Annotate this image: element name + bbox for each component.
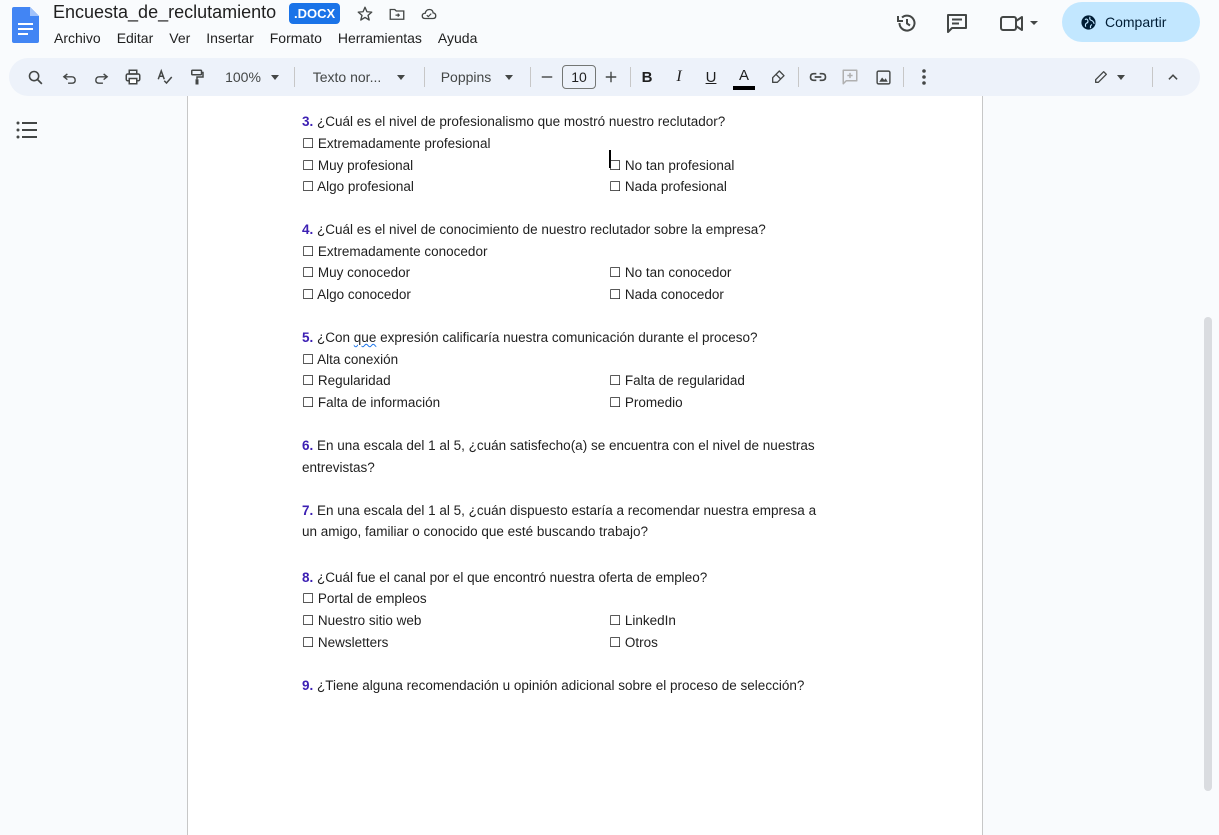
option-item[interactable]: ☐ Newsletters bbox=[302, 635, 389, 650]
menu-bar bbox=[46, 29, 485, 47]
highlight-color-icon[interactable] bbox=[766, 58, 790, 96]
formatting-toolbar bbox=[9, 58, 1200, 96]
font-select[interactable] bbox=[435, 58, 519, 96]
share-label: Compartir bbox=[1105, 14, 1167, 30]
option-item[interactable]: ☐ Nada profesional bbox=[609, 179, 727, 194]
docx-badge: .DOCX bbox=[289, 3, 340, 24]
more-options-icon[interactable] bbox=[912, 58, 936, 96]
question-text: En una escala del 1 al 5, ¿cuán satisfecho(a) se encuentra con el nivel de nuestras bbox=[317, 438, 815, 453]
comments-icon[interactable] bbox=[944, 10, 970, 36]
share-button[interactable] bbox=[1062, 2, 1200, 42]
menu-insertar[interactable]: Insertar bbox=[206, 30, 254, 46]
document-page[interactable] bbox=[187, 96, 983, 835]
toolbar-divider bbox=[798, 67, 799, 87]
chevron-down-icon bbox=[271, 75, 279, 80]
spelling-suggestion[interactable]: que bbox=[353, 330, 377, 345]
insert-image-icon[interactable] bbox=[871, 58, 895, 96]
question-number: 3. bbox=[302, 114, 314, 129]
version-history-icon[interactable] bbox=[894, 10, 920, 36]
option-item[interactable]: ☐ Falta de regularidad bbox=[609, 373, 745, 388]
menu-archivo[interactable]: Archivo bbox=[54, 30, 101, 46]
paragraph-style-select[interactable] bbox=[305, 58, 413, 96]
menu-herramientas[interactable]: Herramientas bbox=[337, 30, 422, 46]
paint-format-icon[interactable] bbox=[185, 58, 209, 96]
option-item[interactable]: ☐ Regularidad bbox=[302, 373, 391, 388]
chevron-down-icon bbox=[1117, 75, 1125, 80]
question-number: 7. bbox=[302, 503, 314, 518]
question-text: En una escala del 1 al 5, ¿cuán dispuesto estaría a recomendar nuestra empresa a bbox=[317, 503, 817, 518]
menu-editar[interactable]: Editar bbox=[116, 30, 154, 46]
toolbar-divider bbox=[630, 67, 631, 87]
undo-icon[interactable] bbox=[57, 58, 81, 96]
question-number: 8. bbox=[302, 570, 314, 585]
font-value: Poppins bbox=[440, 69, 492, 85]
option-item[interactable]: ☐ Portal de empleos bbox=[302, 591, 427, 606]
option-item[interactable]: ☐ Nuestro sitio web bbox=[302, 613, 422, 628]
docs-logo-icon[interactable] bbox=[12, 7, 39, 43]
zoom-select[interactable] bbox=[219, 58, 285, 96]
question-5 bbox=[302, 330, 758, 345]
font-size-input[interactable]: 10 bbox=[562, 65, 596, 89]
option-item[interactable]: ☐ Promedio bbox=[609, 395, 683, 410]
underline-icon[interactable]: U bbox=[705, 68, 717, 86]
increase-font-size-icon[interactable] bbox=[601, 58, 621, 96]
question-number: 4. bbox=[302, 222, 314, 237]
question-7 bbox=[302, 503, 816, 518]
option-item[interactable]: ☐ LinkedIn bbox=[609, 613, 676, 628]
question-text: ¿Cuál es el nivel de profesionalismo que mostró nuestro reclutador? bbox=[317, 114, 726, 129]
option-item[interactable]: ☐ Algo conocedor bbox=[302, 287, 411, 302]
toolbar-divider bbox=[903, 67, 904, 87]
question-text: ¿Tiene alguna recomendación u opinión adicional sobre el proceso de selección? bbox=[317, 678, 805, 693]
add-comment-icon[interactable] bbox=[838, 58, 862, 96]
option-item[interactable]: ☐ No tan profesional bbox=[609, 158, 735, 173]
option-item[interactable]: ☐ Muy profesional bbox=[302, 158, 414, 173]
question-text-start: ¿Con bbox=[317, 330, 354, 345]
option-item[interactable]: ☐ Algo profesional bbox=[302, 179, 414, 194]
option-item[interactable]: ☐ Extremadamente conocedor bbox=[302, 244, 488, 259]
bold-icon[interactable]: B bbox=[641, 68, 653, 86]
option-item[interactable]: ☐ Muy conocedor bbox=[302, 265, 411, 280]
question-8 bbox=[302, 570, 707, 585]
question-text: ¿Cuál es el nivel de conocimiento de nuestro reclutador sobre la empresa? bbox=[317, 222, 766, 237]
question-text: ¿Cuál fue el canal por el que encontró nuestra oferta de empleo? bbox=[317, 570, 708, 585]
print-icon[interactable] bbox=[121, 58, 145, 96]
text-color-icon[interactable]: A bbox=[732, 58, 756, 96]
question-7-continuation: un amigo, familiar o conocido que esté buscando trabajo? bbox=[302, 524, 648, 539]
chevron-down-icon bbox=[397, 75, 405, 80]
question-6-continuation: entrevistas? bbox=[302, 460, 375, 475]
toolbar-divider bbox=[424, 67, 425, 87]
star-icon[interactable] bbox=[355, 4, 375, 24]
question-number: 5. bbox=[302, 330, 314, 345]
question-9 bbox=[302, 678, 804, 693]
paragraph-style-value: Texto nor... bbox=[312, 69, 382, 85]
pencil-icon bbox=[1093, 69, 1109, 85]
editing-mode-select[interactable] bbox=[1089, 58, 1129, 96]
option-item[interactable]: ☐ Nada conocedor bbox=[609, 287, 724, 302]
question-text-end: expresión calificaría nuestra comunicación durante el proceso? bbox=[376, 330, 758, 345]
question-number: 6. bbox=[302, 438, 314, 453]
question-6 bbox=[302, 438, 815, 453]
question-number: 9. bbox=[302, 678, 314, 693]
menu-ayuda[interactable]: Ayuda bbox=[437, 30, 478, 46]
redo-icon[interactable] bbox=[89, 58, 113, 96]
menu-formato[interactable]: Formato bbox=[269, 30, 322, 46]
cloud-saved-icon[interactable] bbox=[419, 4, 439, 24]
move-folder-icon[interactable] bbox=[387, 4, 407, 24]
document-outline-icon[interactable] bbox=[16, 120, 38, 140]
globe-icon bbox=[1080, 14, 1097, 31]
toolbar-divider bbox=[530, 67, 531, 87]
search-menus-icon[interactable] bbox=[23, 58, 47, 96]
meet-video-icon[interactable] bbox=[998, 10, 1042, 36]
option-item[interactable]: ☐ Extremadamente profesional bbox=[302, 136, 491, 151]
toolbar-divider bbox=[294, 67, 295, 87]
insert-link-icon[interactable] bbox=[806, 58, 830, 96]
option-item[interactable]: ☐ No tan conocedor bbox=[609, 265, 732, 280]
chevron-down-icon bbox=[505, 75, 513, 80]
header-bar bbox=[0, 0, 1219, 56]
vertical-scrollbar[interactable] bbox=[1204, 317, 1212, 791]
hide-menus-icon[interactable] bbox=[1161, 58, 1185, 96]
italic-icon[interactable]: I bbox=[676, 68, 682, 85]
toolbar-divider bbox=[1152, 67, 1153, 87]
option-item[interactable]: ☐ Otros bbox=[609, 635, 658, 650]
question-4 bbox=[302, 222, 766, 237]
option-item[interactable]: ☐ Falta de información bbox=[302, 395, 441, 410]
menu-ver[interactable]: Ver bbox=[169, 30, 191, 46]
spellcheck-icon[interactable] bbox=[153, 58, 177, 96]
document-title[interactable]: Encuesta_de_reclutamiento bbox=[53, 2, 277, 22]
decrease-font-size-icon[interactable] bbox=[537, 58, 557, 96]
zoom-value: 100% bbox=[225, 69, 261, 85]
question-3 bbox=[302, 114, 725, 129]
option-item[interactable]: ☐ Alta conexión bbox=[302, 352, 399, 367]
